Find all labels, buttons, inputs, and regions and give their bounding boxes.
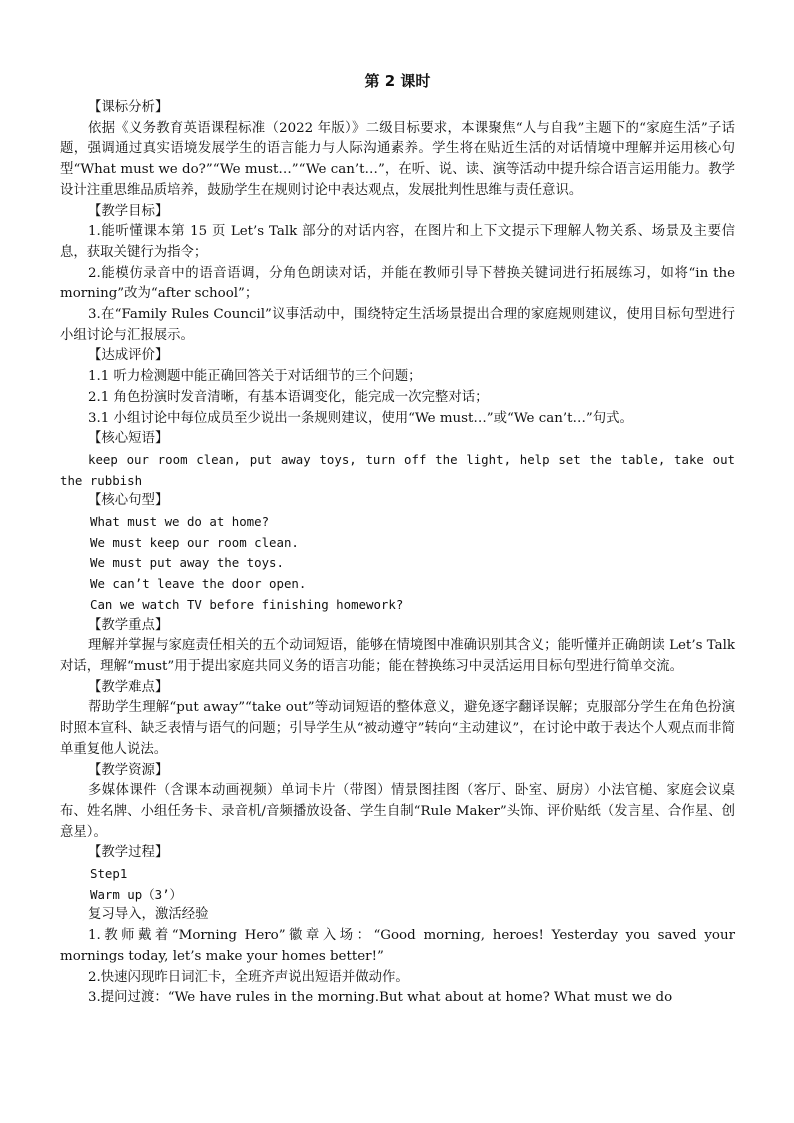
objective-item: 1.能听懂课本第 15 页 Let’s Talk 部分的对话内容，在图片和上下文提示下理解人物关系、场景及主要信息，获取关键行为指令；: [60, 224, 735, 260]
section-heading-objectives: 【教学目标】: [88, 203, 169, 219]
section-heading-process: 【教学过程】: [88, 845, 169, 861]
core-sentence: We can’t leave the door open.: [90, 576, 307, 592]
core-phrases-text: keep our room clean, put away toys, turn off the light, help set the table, take out the rubbish: [60, 451, 735, 488]
core-sentence: We must keep our room clean.: [90, 534, 299, 550]
process-item: 1.教师戴着“Morning Hero”徽章入场：“Good morning, heroes! Yesterday you saved your mornings today, let’s make your homes better!”: [60, 928, 735, 964]
core-sentence: What must we do at home?: [90, 514, 270, 530]
section-heading-resources: 【教学资源】: [88, 762, 169, 778]
step-label: Step1: [90, 866, 128, 882]
resources-paragraph: 多媒体课件（含课本动画视频）单词卡片（带图）情景图挂图（客厅、卧室、厨房）小法官槌、家庭会议桌布、姓名牌、小组任务卡、录音机/音频播放设备、学生自制“Rule Maker”头饰、评价贴纸（发言星、合作星、创意星）。: [60, 783, 735, 840]
evaluation-item: 1.1 听力检测题中能正确回答关于对话细节的三个问题；: [88, 369, 422, 385]
evaluation-item: 2.1 角色扮演时发音清晰，有基本语调变化，能完成一次完整对话；: [88, 389, 489, 405]
process-item: 3.提问过渡：“We have rules in the morning.But what about at home? What must we do: [88, 990, 673, 1006]
core-sentence: We must put away the toys.: [90, 555, 284, 571]
step-subtitle: 复习导入，激活经验: [88, 907, 209, 923]
section-heading-key-points: 【教学重点】: [88, 617, 169, 633]
process-item: 2.快速闪现昨日词汇卡，全班齐声说出短语并做动作。: [88, 969, 409, 985]
document-page: [60, 70, 735, 1009]
warm-up-label: Warm up（3’）: [90, 886, 182, 902]
objective-item: 3.在“Family Rules Council”议事活动中，围绕特定生活场景提出合理的家庭规则建议，使用目标句型进行小组讨论与汇报展示。: [60, 307, 735, 343]
section-heading-difficulties: 【教学难点】: [88, 679, 169, 695]
evaluation-item: 3.1 小组讨论中每位成员至少说出一条规则建议，使用“We must…”或“We can’t…”句式。: [88, 410, 633, 426]
section-heading-curriculum: 【课标分析】: [88, 100, 169, 115]
core-sentence: Can we watch TV before finishing homework?: [90, 596, 404, 612]
section-heading-evaluation: 【达成评价】: [88, 348, 169, 364]
key-points-paragraph: 理解并掌握与家庭责任相关的五个动词短语，能够在情境图中准确识别其含义；能听懂并正确朗读 Let’s Talk 对话，理解“must”用于提出家庭共同义务的语言功能；能在替换练习中灵活运用目标句型进行简单交流。: [60, 638, 735, 674]
page-title: 第 2 课时: [364, 72, 431, 90]
difficulties-paragraph: 帮助学生理解“put away”“take out”等动词短语的整体意义，避免逐字翻译误解；克服部分学生在角色扮演时照本宣科、缺乏表情与语气的问题；引导学生从“被动遵守”转向“主动建议”，在讨论中敢于表达个人观点而非简单重复他人说法。: [60, 700, 735, 757]
curriculum-paragraph: 依据《义务教育英语课程标准（2022 年版）》二级目标要求，本课聚焦“人与自我”主题下的“家庭生活”子话题，强调通过真实语境发展学生的语言能力与人际沟通素养。学生将在贴近生活的对话情境中理解并运用核心句型“What must we do?”“We must…”“We can’t…”，在听、说、读、演等活动中提升综合语言运用能力。教学设计注重思维品质培养，鼓励学生在规则讨论中表达观点，发展批判性思维与责任意识。: [60, 120, 735, 198]
objective-item: 2.能模仿录音中的语音语调，分角色朗读对话，并能在教师引导下替换关键词进行拓展练习，如将“in the morning”改为“after school”；: [60, 265, 735, 302]
section-heading-phrases: 【核心短语】: [88, 431, 169, 447]
section-heading-sentences: 【核心句型】: [88, 493, 169, 509]
